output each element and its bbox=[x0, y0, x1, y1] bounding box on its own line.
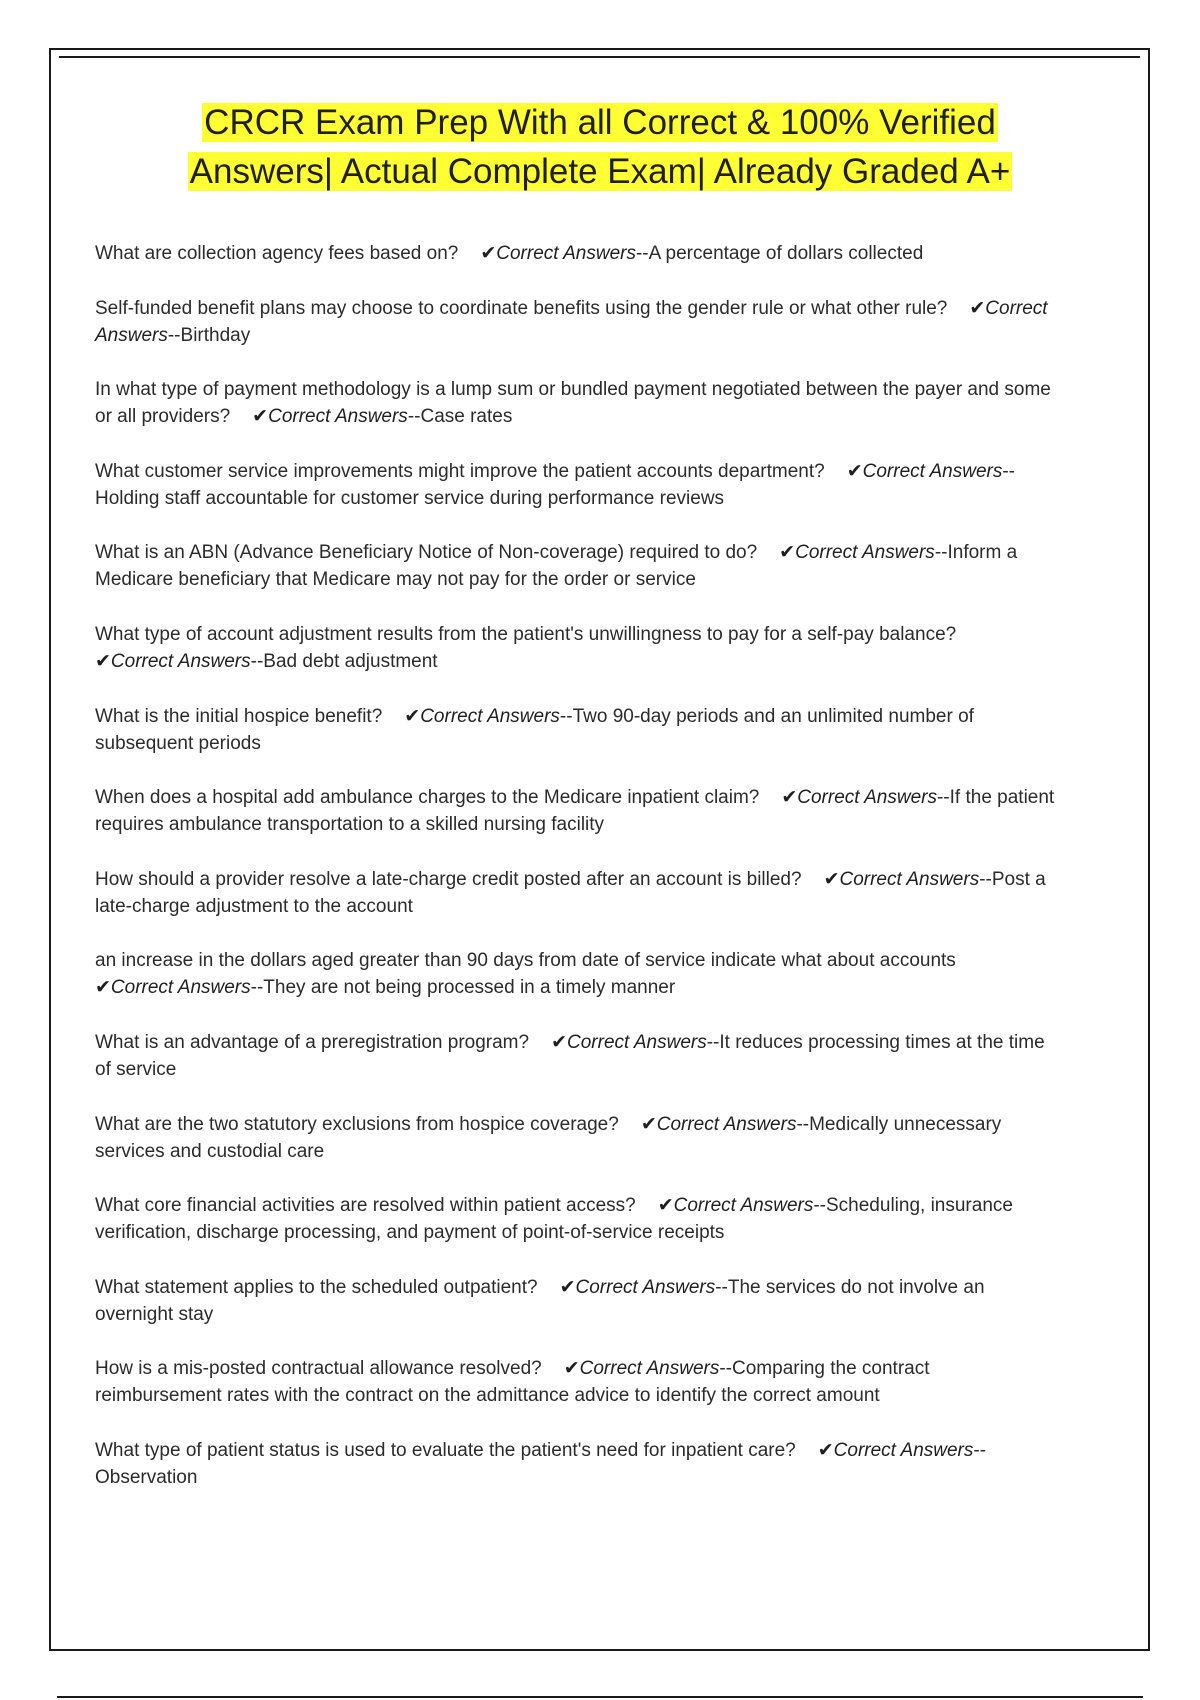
checkmark-icon: ✔ bbox=[969, 297, 986, 319]
answer-separator: -- bbox=[719, 1358, 733, 1380]
answer-separator: -- bbox=[250, 977, 264, 999]
question-text: an increase in the dollars aged greater than 90 days from date of service indicate what about accounts bbox=[95, 950, 956, 972]
answer-text: Case rates bbox=[420, 406, 513, 428]
checkmark-icon: ✔ bbox=[551, 1031, 567, 1053]
checkmark-icon: ✔ bbox=[846, 460, 863, 482]
answer-separator: -- bbox=[1002, 460, 1016, 482]
question-text: What type of patient status is used to evaluate the patient's need for inpatient care? bbox=[95, 1439, 796, 1461]
checkmark-icon: ✔ bbox=[657, 1195, 674, 1217]
answer-marker bbox=[560, 1277, 716, 1298]
answer-marker bbox=[641, 1114, 797, 1135]
qa-item bbox=[95, 703, 1055, 757]
answer-separator: -- bbox=[250, 650, 264, 672]
qa-item bbox=[95, 1029, 1055, 1083]
answer-text: A percentage of dollars collected bbox=[648, 243, 924, 264]
answer-separator: -- bbox=[635, 243, 649, 264]
answer-separator: -- bbox=[407, 406, 421, 428]
checkmark-icon: ✔ bbox=[95, 650, 111, 672]
title-line-2: Answers| Actual Complete Exam| Already Graded A+ bbox=[189, 152, 1011, 191]
answer-marker bbox=[824, 869, 980, 890]
answer-text: Observation bbox=[95, 1466, 198, 1488]
answer-separator: -- bbox=[167, 324, 181, 346]
correct-answers-label: Correct Answers bbox=[95, 297, 1048, 346]
answer-marker bbox=[551, 1032, 707, 1053]
answer-separator: -- bbox=[973, 1439, 987, 1461]
question-text: What customer service improvements might improve the patient accounts department? bbox=[95, 460, 825, 482]
answer-separator: -- bbox=[979, 868, 992, 890]
qa-item bbox=[95, 458, 1055, 512]
qa-item bbox=[95, 240, 1055, 267]
checkmark-icon: ✔ bbox=[252, 406, 269, 428]
qa-item bbox=[95, 1274, 1055, 1328]
answer-text: Comparing the contract reimbursement rates with the contract on the admittance advice to identify the correct amount bbox=[95, 1358, 930, 1407]
question-text: In what type of payment methodology is a lump sum or bundled payment negotiated between the payer and some or all providers? bbox=[95, 379, 1051, 428]
answer-marker bbox=[658, 1195, 814, 1216]
answer-text: Inform a Medicare beneficiary that Medicare may not pay for the order or service bbox=[95, 542, 1018, 591]
question-text: What are the two statutory exclusions from hospice coverage? bbox=[95, 1113, 619, 1135]
question-text: When does a hospital add ambulance charges to the Medicare inpatient claim? bbox=[95, 787, 760, 809]
qa-item bbox=[95, 866, 1055, 920]
correct-answers-label: Correct Answers bbox=[862, 460, 1003, 482]
checkmark-icon: ✔ bbox=[404, 705, 421, 727]
question-text: How is a mis-posted contractual allowance resolved? bbox=[95, 1358, 542, 1380]
top-rule-divider bbox=[59, 56, 1140, 58]
answer-text: Medically unnecessary services and custodial care bbox=[95, 1113, 1002, 1162]
checkmark-icon: ✔ bbox=[563, 1358, 580, 1380]
answer-text: Scheduling, insurance verification, discharge processing, and payment of point-of-service receipts bbox=[95, 1195, 1013, 1244]
correct-answers-label: Correct Answers bbox=[797, 787, 937, 809]
correct-answers-label: Correct Answers bbox=[839, 868, 980, 890]
qa-item bbox=[95, 1355, 1055, 1409]
qa-item bbox=[95, 1111, 1055, 1165]
answer-separator: -- bbox=[715, 1276, 728, 1298]
bottom-rule-divider bbox=[57, 1696, 1143, 1698]
answer-separator: -- bbox=[934, 542, 948, 564]
answer-marker bbox=[781, 787, 937, 808]
answer-separator: -- bbox=[559, 705, 573, 727]
answer-text: The services do not involve an overnight stay bbox=[95, 1276, 985, 1325]
answer-separator: -- bbox=[813, 1195, 826, 1217]
question-text: What core financial activities are resolved within patient access? bbox=[95, 1195, 636, 1217]
checkmark-icon: ✔ bbox=[823, 868, 840, 890]
question-text: Self-funded benefit plans may choose to coordinate benefits using the gender rule or what other rule? bbox=[95, 297, 948, 319]
answer-marker bbox=[252, 406, 408, 427]
checkmark-icon: ✔ bbox=[781, 787, 798, 809]
question-answer-list bbox=[95, 240, 1055, 1519]
answer-text: If the patient requires ambulance transportation to a skilled nursing facility bbox=[95, 787, 1055, 836]
correct-answers-label: Correct Answers bbox=[110, 650, 251, 672]
correct-answers-label: Correct Answers bbox=[575, 1276, 716, 1298]
correct-answers-label: Correct Answers bbox=[420, 705, 560, 727]
qa-item bbox=[95, 376, 1055, 430]
checkmark-icon: ✔ bbox=[480, 243, 497, 264]
answer-marker bbox=[818, 1440, 974, 1461]
checkmark-icon: ✔ bbox=[779, 542, 796, 564]
checkmark-icon: ✔ bbox=[559, 1276, 576, 1298]
answer-marker bbox=[847, 461, 1003, 482]
qa-item bbox=[95, 784, 1055, 838]
correct-answers-label: Correct Answers bbox=[496, 243, 636, 264]
question-text: What are collection agency fees based on? bbox=[95, 243, 459, 264]
answer-marker bbox=[95, 977, 251, 998]
answer-separator: -- bbox=[796, 1113, 810, 1135]
question-text: How should a provider resolve a late-charge credit posted after an account is billed? bbox=[95, 868, 802, 890]
answer-marker bbox=[564, 1358, 720, 1379]
answer-marker bbox=[779, 542, 935, 563]
question-text: What is the initial hospice benefit? bbox=[95, 705, 383, 727]
answer-separator: -- bbox=[936, 787, 950, 809]
answer-text: They are not being processed in a timely manner bbox=[263, 977, 676, 999]
qa-item bbox=[95, 947, 1055, 1001]
answer-text: Bad debt adjustment bbox=[263, 650, 438, 672]
correct-answers-label: Correct Answers bbox=[833, 1439, 974, 1461]
correct-answers-label: Correct Answers bbox=[579, 1358, 720, 1380]
title-line-1: CRCR Exam Prep With all Correct & 100% Verified bbox=[204, 103, 996, 142]
checkmark-icon: ✔ bbox=[817, 1439, 834, 1461]
answer-text: Birthday bbox=[180, 324, 251, 346]
checkmark-icon: ✔ bbox=[95, 977, 111, 999]
answer-text: It reduces processing times at the time of service bbox=[95, 1031, 1045, 1080]
correct-answers-label: Correct Answers bbox=[110, 977, 251, 999]
correct-answers-label: Correct Answers bbox=[268, 406, 408, 428]
question-text: What type of account adjustment results from the patient's unwillingness to pay for a self-pay balance? bbox=[95, 623, 957, 645]
answer-text: Holding staff accountable for customer service during performance reviews bbox=[95, 487, 725, 509]
document-title bbox=[0, 98, 1200, 196]
qa-item bbox=[95, 539, 1055, 593]
question-text: What is an advantage of a preregistration program? bbox=[95, 1031, 530, 1053]
answer-marker bbox=[480, 243, 636, 264]
correct-answers-label: Correct Answers bbox=[673, 1195, 814, 1217]
correct-answers-label: Correct Answers bbox=[795, 542, 935, 564]
answer-marker bbox=[95, 651, 251, 672]
correct-answers-label: Correct Answers bbox=[656, 1113, 797, 1135]
qa-item bbox=[95, 1192, 1055, 1246]
question-text: What is an ABN (Advance Beneficiary Notice of Non-coverage) required to do? bbox=[95, 542, 758, 564]
answer-marker bbox=[404, 706, 560, 727]
question-text: What statement applies to the scheduled outpatient? bbox=[95, 1276, 538, 1298]
answer-text: Two 90-day periods and an unlimited number of subsequent periods bbox=[95, 705, 974, 754]
qa-item bbox=[95, 1437, 1055, 1491]
qa-item bbox=[95, 295, 1055, 349]
answer-text: Post a late-charge adjustment to the account bbox=[95, 868, 1046, 917]
answer-separator: -- bbox=[706, 1031, 720, 1053]
checkmark-icon: ✔ bbox=[640, 1113, 657, 1135]
qa-item bbox=[95, 621, 1055, 675]
correct-answers-label: Correct Answers bbox=[567, 1031, 707, 1053]
